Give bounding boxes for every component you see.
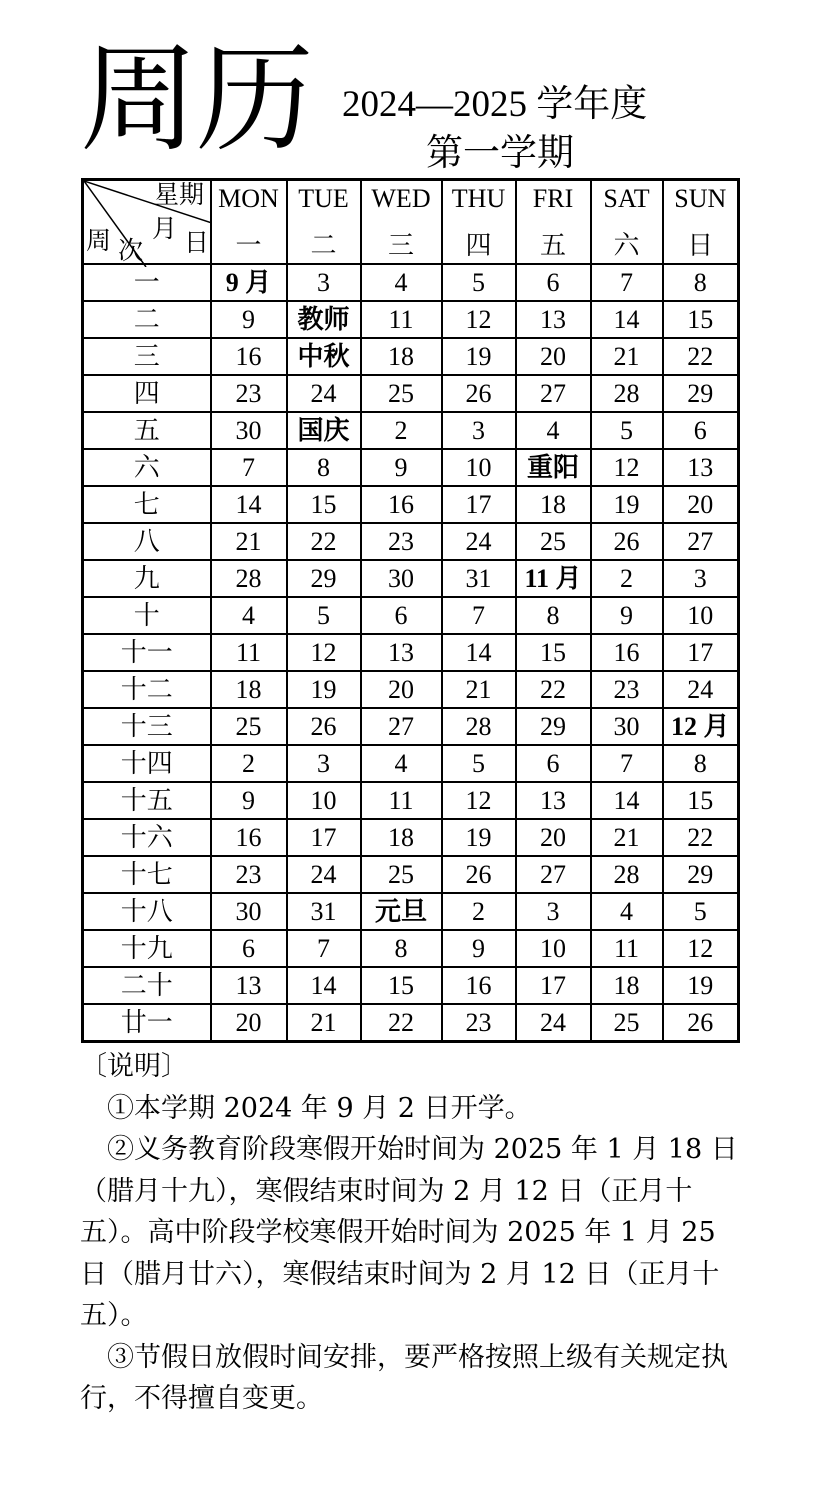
date-cell: 3 (442, 412, 516, 449)
date-cell: 22 (663, 819, 739, 856)
note-item: ①本学期 2024 年 9 月 2 日开学。 (107, 1092, 532, 1124)
day-header: TUE 二 (287, 180, 361, 265)
date-cell: 12 (442, 301, 516, 338)
date-cell: 6 (516, 264, 591, 301)
week-number-cell: 十五 (83, 782, 211, 819)
school-year-label: 2024—2025 学年度 (342, 84, 648, 125)
date-cell: 7 (591, 745, 663, 782)
week-row (83, 671, 739, 708)
date-cell: 22 (516, 671, 591, 708)
week-row (83, 449, 739, 486)
date-cell: 7 (591, 264, 663, 301)
date-cell: 14 (591, 301, 663, 338)
week-row (83, 486, 739, 523)
header-row (83, 180, 739, 265)
date-cell: 3 (287, 264, 361, 301)
note-item: ②义务教育阶段寒假开始时间为 2025 年 1 月 18 日（腊月十九），寒假结束时间为 2 月 12 日（正月十五）。高中阶段学校寒假开始时间为 2025 年 1 月 25 日（腊月廿六），寒假结束时间为 2 月 12 日（正月十五）。 (80, 1134, 738, 1331)
date-cell: 16 (442, 967, 516, 1004)
date-cell: 11 (361, 782, 442, 819)
date-cell: 2 (361, 412, 442, 449)
note-item: ③节假日放假时间安排，要严格按照上级有关规定执行，不得擅自变更。 (80, 1341, 728, 1414)
date-cell: 18 (361, 819, 442, 856)
date-cell: 10 (516, 930, 591, 967)
date-cell: 24 (516, 1004, 591, 1042)
date-cell: 4 (211, 597, 287, 634)
week-row (83, 930, 739, 967)
date-cell: 20 (361, 671, 442, 708)
date-cell: 9 月 (211, 264, 287, 301)
date-cell: 15 (663, 782, 739, 819)
term-label: 第一学期 (426, 131, 574, 174)
date-cell: 3 (287, 745, 361, 782)
date-cell: 31 (287, 893, 361, 930)
date-cell: 31 (442, 560, 516, 597)
date-cell: 30 (591, 708, 663, 745)
week-number-cell: 十九 (83, 930, 211, 967)
date-cell: 22 (287, 523, 361, 560)
date-cell: 3 (663, 560, 739, 597)
date-cell: 3 (516, 893, 591, 930)
date-cell: 28 (211, 560, 287, 597)
date-cell: 15 (287, 486, 361, 523)
date-cell: 28 (591, 856, 663, 893)
date-cell: 6 (361, 597, 442, 634)
date-cell: 9 (211, 301, 287, 338)
corner-cell (83, 180, 211, 265)
date-cell: 20 (663, 486, 739, 523)
date-cell: 17 (442, 486, 516, 523)
date-cell: 25 (361, 856, 442, 893)
date-cell: 26 (591, 523, 663, 560)
date-cell: 21 (591, 338, 663, 375)
date-cell: 24 (442, 523, 516, 560)
date-cell: 21 (211, 523, 287, 560)
date-cell: 8 (361, 930, 442, 967)
date-cell: 28 (442, 708, 516, 745)
date-cell: 19 (591, 486, 663, 523)
date-cell: 2 (211, 745, 287, 782)
date-cell: 2 (591, 560, 663, 597)
week-row (83, 412, 739, 449)
date-cell: 26 (287, 708, 361, 745)
date-cell: 22 (663, 338, 739, 375)
week-row (83, 967, 739, 1004)
date-cell: 重阳 (516, 449, 591, 486)
page-title: 周历 (80, 30, 313, 168)
date-cell: 23 (591, 671, 663, 708)
date-cell: 17 (287, 819, 361, 856)
date-cell: 12 (442, 782, 516, 819)
date-cell: 4 (516, 412, 591, 449)
date-cell: 14 (442, 634, 516, 671)
date-cell: 24 (663, 671, 739, 708)
date-cell: 12 (591, 449, 663, 486)
date-cell: 7 (442, 597, 516, 634)
date-cell: 19 (287, 671, 361, 708)
date-cell: 30 (211, 412, 287, 449)
corner-label-day: 日 (184, 230, 210, 257)
date-cell: 23 (211, 856, 287, 893)
week-row (83, 893, 739, 930)
week-row (83, 634, 739, 671)
date-cell: 8 (287, 449, 361, 486)
date-cell: 6 (663, 412, 739, 449)
date-cell: 17 (516, 967, 591, 1004)
date-cell: 13 (516, 782, 591, 819)
date-cell: 24 (287, 375, 361, 412)
week-number-cell: 十四 (83, 745, 211, 782)
date-cell: 13 (211, 967, 287, 1004)
date-cell: 13 (361, 634, 442, 671)
date-cell: 18 (361, 338, 442, 375)
week-number-cell: 七 (83, 486, 211, 523)
date-cell: 26 (442, 375, 516, 412)
date-cell: 15 (516, 634, 591, 671)
date-cell: 16 (211, 338, 287, 375)
week-row (83, 782, 739, 819)
date-cell: 13 (663, 449, 739, 486)
date-cell: 8 (663, 745, 739, 782)
date-cell: 27 (663, 523, 739, 560)
date-cell: 5 (287, 597, 361, 634)
date-cell: 30 (361, 560, 442, 597)
date-cell: 16 (211, 819, 287, 856)
date-cell: 29 (516, 708, 591, 745)
date-cell: 9 (211, 782, 287, 819)
week-number-cell: 二 (83, 301, 211, 338)
date-cell: 10 (442, 449, 516, 486)
date-cell: 21 (591, 819, 663, 856)
date-cell: 11 (211, 634, 287, 671)
calendar-body (83, 264, 739, 1042)
week-number-cell: 五 (83, 412, 211, 449)
week-number-cell: 八 (83, 523, 211, 560)
week-row (83, 819, 739, 856)
week-row (83, 264, 739, 301)
date-cell: 19 (663, 967, 739, 1004)
day-header: THU 四 (442, 180, 516, 265)
date-cell: 元旦 (361, 893, 442, 930)
weekly-calendar-table (81, 178, 740, 1043)
date-cell: 中秋 (287, 338, 361, 375)
day-header: WED 三 (361, 180, 442, 265)
date-cell: 5 (442, 745, 516, 782)
date-cell: 26 (442, 856, 516, 893)
week-row (83, 597, 739, 634)
date-cell: 14 (211, 486, 287, 523)
date-cell: 11 (591, 930, 663, 967)
week-number-cell: 十七 (83, 856, 211, 893)
date-cell: 11 (361, 301, 442, 338)
date-cell: 26 (663, 1004, 739, 1042)
week-number-cell: 十三 (83, 708, 211, 745)
date-cell: 教师 (287, 301, 361, 338)
date-cell: 16 (591, 634, 663, 671)
date-cell: 14 (591, 782, 663, 819)
date-cell: 28 (591, 375, 663, 412)
date-cell: 29 (663, 375, 739, 412)
day-header: MON 一 (211, 180, 287, 265)
week-number-cell: 二十 (83, 967, 211, 1004)
day-header: SUN 日 (663, 180, 739, 265)
date-cell: 23 (361, 523, 442, 560)
date-cell: 5 (591, 412, 663, 449)
date-cell: 20 (211, 1004, 287, 1042)
week-row (83, 560, 739, 597)
date-cell: 30 (211, 893, 287, 930)
date-cell: 5 (442, 264, 516, 301)
date-cell: 21 (287, 1004, 361, 1042)
week-number-cell: 九 (83, 560, 211, 597)
corner-label-week: 周 (86, 228, 112, 255)
notes-heading: 〔说明〕 (80, 1051, 188, 1082)
date-cell: 10 (287, 782, 361, 819)
date-cell: 7 (211, 449, 287, 486)
date-cell: 4 (361, 264, 442, 301)
week-row (83, 1004, 739, 1042)
date-cell: 23 (442, 1004, 516, 1042)
week-number-cell: 十八 (83, 893, 211, 930)
date-cell: 25 (361, 375, 442, 412)
week-number-cell: 十二 (83, 671, 211, 708)
date-cell: 6 (211, 930, 287, 967)
week-number-cell: 十一 (83, 634, 211, 671)
date-cell: 2 (442, 893, 516, 930)
date-cell: 17 (663, 634, 739, 671)
date-cell: 13 (516, 301, 591, 338)
date-cell: 19 (442, 819, 516, 856)
week-number-cell: 三 (83, 338, 211, 375)
week-number-cell: 十六 (83, 819, 211, 856)
date-cell: 18 (211, 671, 287, 708)
week-number-cell: 十 (83, 597, 211, 634)
date-cell: 8 (516, 597, 591, 634)
date-cell: 25 (591, 1004, 663, 1042)
corner-label-number: 次 (118, 238, 144, 265)
date-cell: 21 (442, 671, 516, 708)
date-cell: 16 (361, 486, 442, 523)
date-cell: 20 (516, 819, 591, 856)
week-number-cell: 六 (83, 449, 211, 486)
date-cell: 18 (516, 486, 591, 523)
date-cell: 22 (361, 1004, 442, 1042)
week-row (83, 745, 739, 782)
date-cell: 6 (516, 745, 591, 782)
date-cell: 10 (663, 597, 739, 634)
date-cell: 9 (361, 449, 442, 486)
week-number-cell: 廿一 (83, 1004, 211, 1042)
date-cell: 25 (516, 523, 591, 560)
day-header: SAT 六 (591, 180, 663, 265)
week-row (83, 338, 739, 375)
date-cell: 9 (442, 930, 516, 967)
date-cell: 8 (663, 264, 739, 301)
date-cell: 9 (591, 597, 663, 634)
date-cell: 20 (516, 338, 591, 375)
week-number-cell: 四 (83, 375, 211, 412)
date-cell: 12 月 (663, 708, 739, 745)
date-cell: 23 (211, 375, 287, 412)
date-cell: 5 (663, 893, 739, 930)
date-cell: 15 (663, 301, 739, 338)
date-cell: 18 (591, 967, 663, 1004)
date-cell: 12 (663, 930, 739, 967)
date-cell: 14 (287, 967, 361, 1004)
date-cell: 11 月 (516, 560, 591, 597)
date-cell: 7 (287, 930, 361, 967)
date-cell: 19 (442, 338, 516, 375)
week-row (83, 523, 739, 560)
week-row (83, 708, 739, 745)
date-cell: 29 (663, 856, 739, 893)
corner-label-weekday: 星期 (154, 182, 205, 209)
date-cell: 29 (287, 560, 361, 597)
week-row (83, 301, 739, 338)
day-header: FRI 五 (516, 180, 591, 265)
week-row (83, 856, 739, 893)
week-number-cell: 一 (83, 264, 211, 301)
date-cell: 15 (361, 967, 442, 1004)
date-cell: 国庆 (287, 412, 361, 449)
date-cell: 25 (211, 708, 287, 745)
week-row (83, 375, 739, 412)
date-cell: 12 (287, 634, 361, 671)
notes-section (80, 1046, 740, 1420)
date-cell: 4 (591, 893, 663, 930)
date-cell: 4 (361, 745, 442, 782)
date-cell: 27 (516, 375, 591, 412)
date-cell: 27 (361, 708, 442, 745)
date-cell: 24 (287, 856, 361, 893)
date-cell: 27 (516, 856, 591, 893)
corner-label-month: 月 (152, 216, 178, 243)
